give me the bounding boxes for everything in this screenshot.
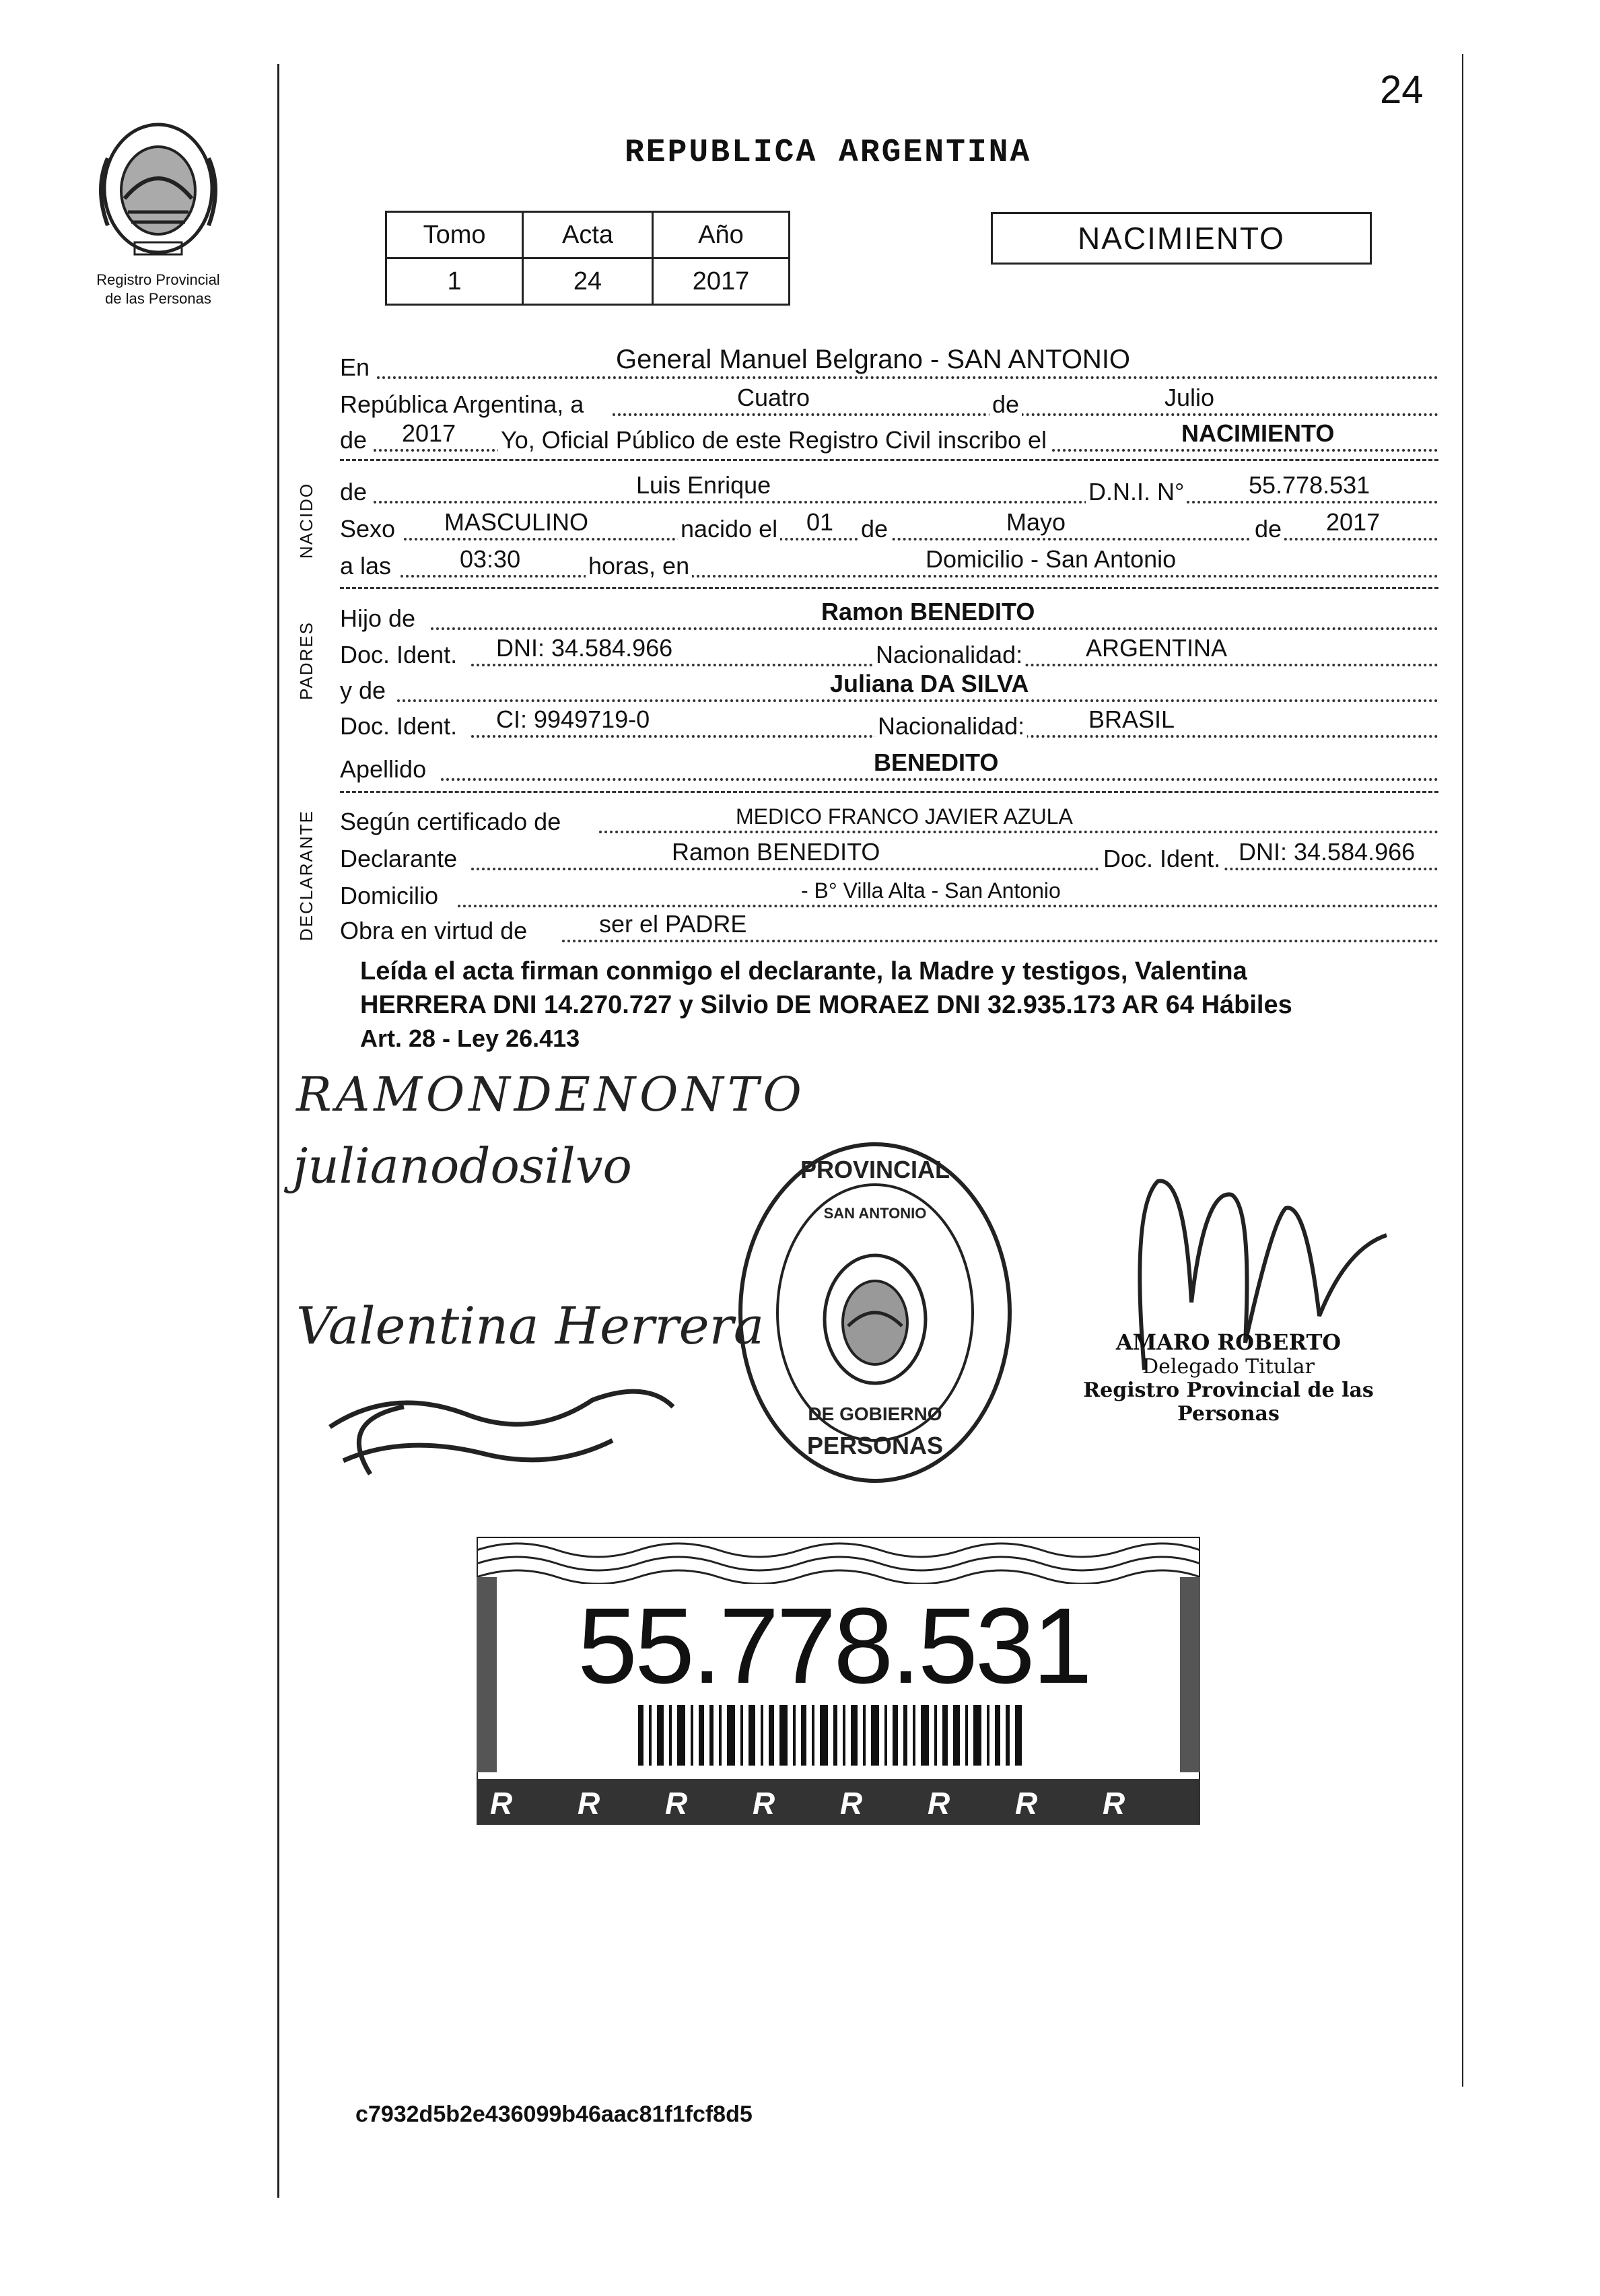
official-office: Registro Provincial de las Personas: [1083, 1379, 1374, 1426]
svg-text:R: R: [928, 1786, 950, 1821]
svg-text:SAN ANTONIO: SAN ANTONIO: [823, 1205, 927, 1222]
svg-text:R: R: [490, 1786, 513, 1821]
document-title: REPUBLICA ARGENTINA: [625, 135, 1032, 171]
dots: [374, 501, 1438, 503]
section-rule: [340, 587, 1438, 589]
closing-line3: Art. 28 - Ley 26.413: [360, 1024, 580, 1052]
row-fecha: [340, 384, 1438, 421]
svg-text:R: R: [753, 1786, 775, 1821]
value-year: 2017: [402, 419, 456, 447]
dots: [431, 627, 1438, 630]
row-madre: [340, 670, 1438, 707]
dots: [599, 831, 1438, 833]
signature-testigo: Valentina Herrera: [296, 1296, 765, 1356]
side-label-padres: PADRES: [296, 621, 316, 700]
dots: [562, 940, 1438, 942]
svg-text:R: R: [840, 1786, 863, 1821]
signature-scribble-icon: [310, 1360, 687, 1494]
svg-text:PROVINCIAL: PROVINCIAL: [800, 1156, 950, 1183]
dots: [397, 699, 1438, 702]
row-hora: [340, 545, 1438, 583]
side-label-declarante: DECLARANTE: [296, 810, 316, 941]
value-domicilio: - B° Villa Alta - San Antonio: [801, 878, 1061, 903]
row-declarante: [340, 838, 1438, 876]
document-hash: c7932d5b2e436099b46aac81f1fcf8d5: [355, 2101, 753, 2127]
closing-paragraph: [360, 954, 1410, 1055]
label-en: En: [340, 353, 370, 381]
value-certificado: MEDICO FRANCO JAVIER AZULA: [736, 804, 1073, 829]
register-value-tomo: 1: [386, 258, 523, 305]
act-type-box: NACIMIENTO: [991, 212, 1372, 265]
register-header-tomo: Tomo: [386, 212, 523, 258]
dots: [471, 868, 1438, 870]
value-padre: Ramon BENEDITO: [821, 598, 1035, 625]
value-day-word: Cuatro: [737, 384, 810, 411]
row-sexo: [340, 508, 1438, 546]
logo-caption-line2: de las Personas: [105, 290, 211, 307]
label-declarante: Declarante: [340, 845, 458, 872]
label-doc-declarante: Doc. Ident.: [1101, 845, 1223, 873]
value-name: Luis Enrique: [636, 471, 771, 499]
value-inscribe: NACIMIENTO: [1181, 419, 1335, 447]
label-horas-en: horas, en: [586, 552, 692, 580]
label-de2: de: [340, 426, 368, 454]
value-madre: Juliana DA SILVA: [830, 670, 1029, 697]
svg-text:PERSONAS: PERSONAS: [806, 1432, 944, 1459]
row-domicilio: [340, 875, 1438, 913]
row-en: [340, 347, 1438, 384]
closing-line2: HERRERA DNI 14.270.727 y Silvio DE MORAEZ DNI 32.935.173 AR 64 Hábiles: [360, 991, 1292, 1019]
label-nac-madre: Nacionalidad:: [875, 712, 1027, 740]
right-margin-rule: [1462, 54, 1463, 2087]
province-seal-icon: [88, 118, 229, 259]
signature-declarante: RAMONDENONTO: [296, 1067, 806, 1122]
value-lugar: Domicilio - San Antonio: [926, 545, 1177, 573]
value-apellido: BENEDITO: [874, 749, 999, 776]
register-table: [385, 211, 790, 306]
value-doc-madre: CI: 9949719-0: [496, 705, 650, 733]
register-header-ano: Año: [653, 212, 790, 258]
dots: [458, 905, 1438, 907]
label-yo: Yo, Oficial Público de este Registro Civil inscribo el: [498, 426, 1049, 454]
value-hora: 03:30: [460, 545, 521, 573]
label-nacido: nacido el: [678, 515, 780, 543]
dots: [401, 575, 1438, 578]
label-de4: de: [858, 515, 891, 543]
value-obra: ser el PADRE: [599, 910, 747, 938]
value-declarante: Ramon BENEDITO: [672, 838, 880, 866]
label-de5: de: [1252, 515, 1284, 543]
row-obra: [340, 910, 1438, 948]
barcode-sticker: [477, 1537, 1200, 1825]
signature-madre: julianodosilvo: [293, 1138, 632, 1194]
value-birth-day: 01: [806, 508, 834, 536]
side-label-nacido: NACIDO: [296, 482, 316, 559]
value-sexo: MASCULINO: [444, 508, 589, 536]
row-inscripcion: [340, 419, 1438, 457]
label-apellido: Apellido: [340, 755, 427, 783]
label-republica: República Argentina, a: [340, 390, 584, 418]
label-alas: a las: [340, 552, 392, 580]
row-certificado: [340, 801, 1438, 839]
label-nac-padre: Nacionalidad:: [873, 641, 1025, 669]
official-stamp: [734, 1138, 1016, 1488]
label-doc-padre: Doc. Ident.: [340, 641, 458, 668]
row-apellido: [340, 749, 1438, 786]
section-rule: [340, 459, 1438, 461]
closing-line1: Leída el acta firman conmigo el declarante, la Madre y testigos, Valentina: [360, 957, 1247, 985]
stamp-seal-icon: [734, 1138, 1016, 1488]
label-doc-madre: Doc. Ident.: [340, 712, 458, 740]
register-header-acta: Acta: [523, 212, 653, 258]
logo-caption: [71, 271, 246, 308]
value-birth-year: 2017: [1326, 508, 1381, 536]
row-hijo: [340, 598, 1438, 635]
label-sexo: Sexo: [340, 515, 396, 543]
label-obra: Obra en virtud de: [340, 917, 528, 944]
value-doc-declarante: DNI: 34.584.966: [1239, 838, 1416, 866]
svg-text:DE GOBIERNO: DE GOBIERNO: [808, 1403, 942, 1424]
row-nombre: [340, 471, 1438, 509]
dots: [441, 778, 1438, 781]
svg-text:R: R: [1015, 1786, 1038, 1821]
register-value-acta: 24: [523, 258, 653, 305]
dots: [613, 413, 1438, 416]
official-role: Delegado Titular: [1142, 1355, 1315, 1379]
svg-text:R: R: [1103, 1786, 1125, 1821]
value-nac-padre: ARGENTINA: [1086, 634, 1228, 662]
value-nac-madre: BRASIL: [1088, 705, 1175, 733]
section-rule: [340, 791, 1438, 793]
barcode-number: 55.778.531: [578, 1585, 1090, 1706]
page-number: 24: [1380, 68, 1424, 112]
province-logo: [88, 118, 229, 259]
label-de1: de: [989, 390, 1022, 419]
row-doc-madre: [340, 705, 1438, 743]
logo-caption-line1: Registro Provincial: [96, 271, 220, 288]
dots: [377, 376, 1438, 379]
value-en: General Manuel Belgrano - SAN ANTONIO: [616, 345, 1131, 374]
left-margin-rule: [277, 64, 279, 2198]
value-month-word: Julio: [1164, 384, 1215, 411]
value-doc-padre: DNI: 34.584.966: [496, 634, 673, 662]
label-domicilio: Domicilio: [340, 882, 439, 909]
label-segun: Según certificado de: [340, 808, 561, 835]
register-value-ano: 2017: [653, 258, 790, 305]
official-name: AMARO ROBERTO: [1115, 1329, 1342, 1355]
label-hijo: Hijo de: [340, 604, 416, 632]
value-birth-month: Mayo: [1006, 508, 1066, 536]
svg-text:R: R: [665, 1786, 688, 1821]
row-doc-padre: [340, 634, 1438, 672]
official-block: [1074, 1329, 1383, 1426]
label-yde: y de: [340, 676, 386, 704]
label-de3: de: [340, 478, 368, 506]
svg-text:R: R: [578, 1786, 600, 1821]
value-dni: 55.778.531: [1249, 471, 1370, 499]
label-dni: D.N.I. N°: [1086, 478, 1187, 506]
